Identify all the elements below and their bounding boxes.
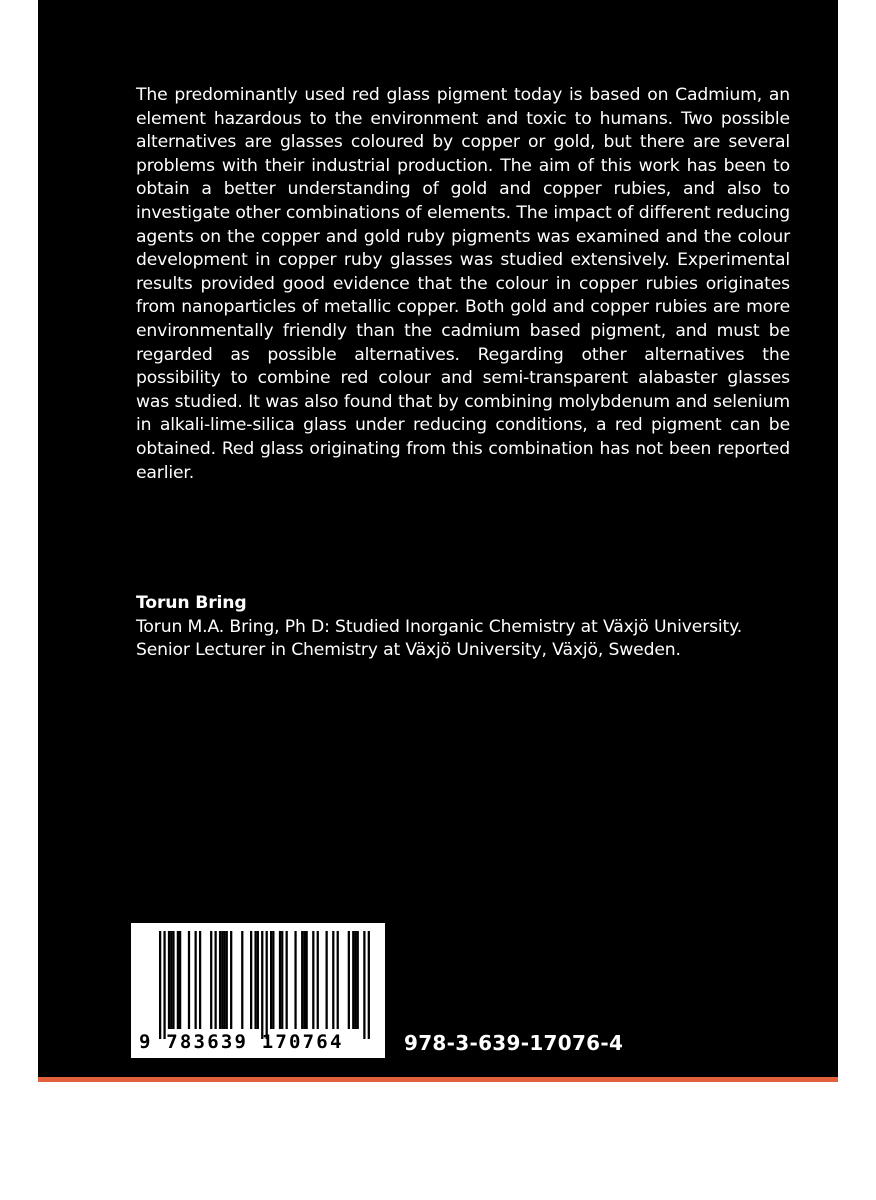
barcode-bar [332, 931, 334, 1029]
barcode-bar [326, 931, 328, 1029]
barcode-bar [179, 931, 181, 1029]
barcode-bar [188, 931, 190, 1029]
barcode-guard-bar [368, 931, 370, 1039]
barcode-bar [270, 931, 272, 1029]
barcode-bar [352, 931, 354, 1029]
barcode-bar [199, 931, 201, 1029]
barcode-bar [312, 931, 314, 1029]
accent-strip [38, 1077, 838, 1082]
barcode-bar [168, 931, 170, 1029]
author-bio-line-1: Torun M.A. Bring, Ph D: Studied Inorganic Chemistry at Växjö University. [136, 616, 743, 637]
barcode-bar [195, 931, 197, 1029]
barcode-bar [354, 931, 356, 1029]
barcode-bar [294, 931, 296, 1029]
barcode-bar [317, 931, 319, 1029]
barcode-bar [306, 931, 308, 1029]
barcode-guard-bar [261, 931, 263, 1039]
barcode-bar [210, 931, 212, 1029]
barcode-bar [226, 931, 228, 1029]
author-bio-line-2: Senior Lecturer in Chemistry at Växjö University, Växjö, Sweden. [136, 640, 681, 661]
barcode-bar [219, 931, 221, 1029]
author-name: Torun Bring [136, 593, 247, 613]
barcode-bar [250, 931, 252, 1029]
barcode-bar [301, 931, 303, 1029]
barcode-bar [177, 931, 179, 1029]
barcode-bar [286, 931, 288, 1029]
barcode-bar [281, 931, 283, 1029]
barcode-guard-bar [159, 931, 161, 1039]
barcode-bar [223, 931, 225, 1029]
barcode-bar [241, 931, 243, 1029]
barcode-bar [172, 931, 174, 1029]
barcode-bar [303, 931, 305, 1029]
barcode-bar [170, 931, 172, 1029]
barcode-bar [215, 931, 217, 1029]
barcode-bar [221, 931, 223, 1029]
barcode-guard-bar [363, 931, 365, 1039]
isbn-number: 978-3-639-17076-4 [404, 1031, 624, 1055]
barcode-bar [257, 931, 259, 1029]
barcode-bar [279, 931, 281, 1029]
barcode-guard-bar [163, 931, 165, 1039]
barcode-digits: 9 783639 170764 [139, 1031, 344, 1053]
barcode-bar [348, 931, 350, 1029]
book-abstract: The predominantly used red glass pigment today is based on Cadmium, an element hazardous to the environment and toxic to humans. Two possible alternatives are glasses coloured by copper or gold, but there are several problems with their industrial production. The aim of this work has been to obtain a better understanding of gold and copper rubies, and also to investigate other combinations of elements. The impact of different reducing agents on the copper and gold ruby pigments was examined and the colour development in copper ruby glasses was studied extensively. Experimental results provided good evidence that the colour in copper rubies originates from nanoparticles of metallic copper. Both gold and copper rubies are more environmentally friendly than the cadmium based pigment, and must be regarded as possible alternatives. Regarding other alternatives the possibility to combine red colour and semi-transparent alabaster glasses was studied. It was also found that by combining molybdenum and selenium in alkali-lime-silica glass under reducing conditions, a red pigment can be obtained. Red glass originating from this combination has not been reported earlier. [136, 85, 790, 483]
barcode-bar [272, 931, 274, 1029]
barcode-bar [254, 931, 256, 1029]
barcode-bar [230, 931, 232, 1029]
barcode-bar [337, 931, 339, 1029]
barcode-guard-bar [266, 931, 268, 1039]
barcode [131, 923, 385, 1058]
author-block [136, 592, 816, 663]
barcode-bar [357, 931, 359, 1029]
